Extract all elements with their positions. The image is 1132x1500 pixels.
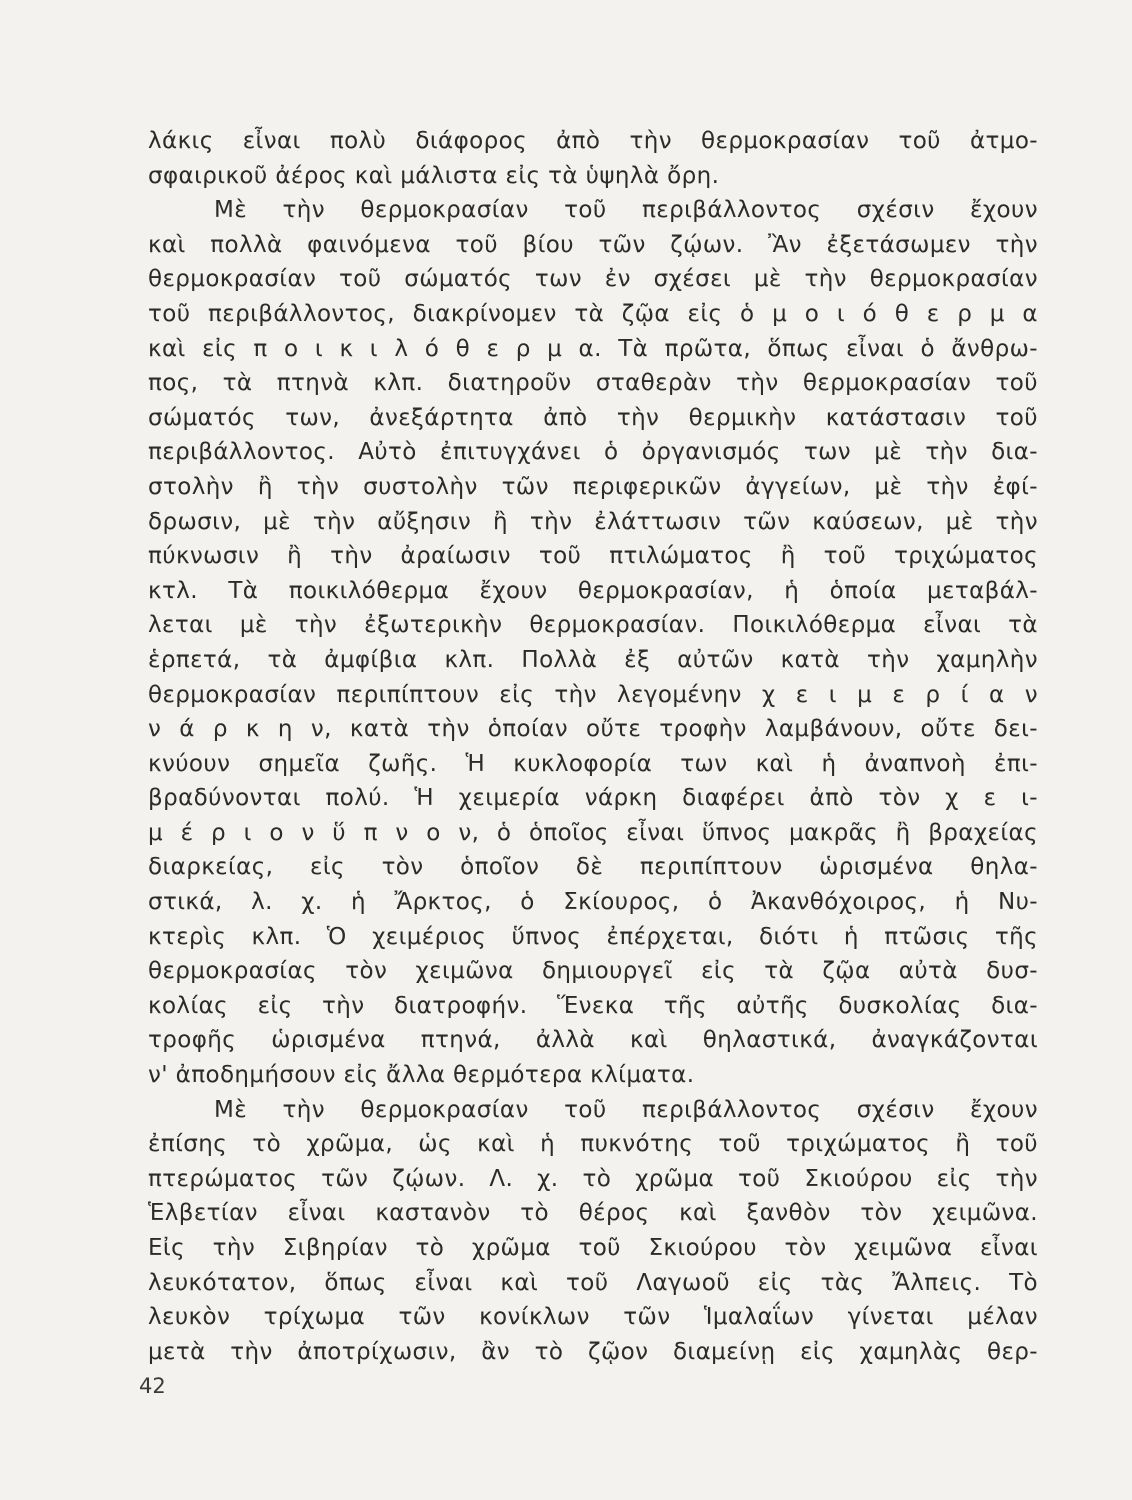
text-line: κνύουν σημεῖα ζωῆς. Ἡ κυκλοφορία των καὶ ἡ ἀναπνοὴ ἐπι- [148,750,1038,777]
text-line: λάκις εἶναι πολὺ διάφορος ἀπὸ τὴν θερμοκρασίαν τοῦ ἀτμο- [148,128,1038,154]
text-line: ν ά ρ κ η ν, κατὰ τὴν ὁποίαν οὔτε τροφὴν λαμβάνουν, οὔτε δει- [148,716,1038,743]
text-line: βραδύνονται πολύ. Ἡ χειμερία νάρκη διαφέρει ἀπὸ τὸν χ ε ι- [148,785,1038,812]
text-line: περιβάλλοντος. Αὐτὸ ἐπιτυγχάνει ὁ ὀργανισμός των μὲ τὴν δια- [148,439,1038,466]
text-line: καὶ πολλὰ φαινόμενα τοῦ βίου τῶν ζῴων. Ἂν ἐξετάσωμεν τὴν [148,231,1038,258]
text-line: λευκὸν τρίχωμα τῶν κονίκλων τῶν Ἱμαλαΐων γίνεται μέλαν [148,1304,1038,1331]
text-line: πος, τὰ πτηνὰ κλπ. διατηροῦν σταθερὰν τὴν θερμοκρασίαν τοῦ [148,370,1038,397]
text-line: σφαιρικοῦ ἀέρος καὶ μάλιστα εἰς τὰ ὑψηλὰ ὄρη. [148,162,720,189]
text-line: λευκότατον, ὅπως εἶναι καὶ τοῦ Λαγωοῦ εἰς τὰς Ἄλπεις. Τὸ [148,1269,1038,1296]
text-line: κτερὶς κλπ. Ὁ χειμέριος ὕπνος ἐπέρχεται, διότι ἡ πτῶσις τῆς [148,923,1038,950]
page-number: 42 [139,1374,166,1398]
text-line: δρωσιν, μὲ τὴν αὔξησιν ἢ τὴν ἐλάττωσιν τῶν καύσεων, μὲ τὴν [148,508,1038,535]
text-line: πύκνωσιν ἢ τὴν ἀραίωσιν τοῦ πτιλώματος ἢ τοῦ τριχώματος [148,543,1038,570]
text-line: ἑρπετά, τὰ ἀμφίβια κλπ. Πολλὰ ἐξ αὐτῶν κατὰ τὴν χαμηλὴν [148,646,1038,673]
text-line: πτερώματος τῶν ζῴων. Λ. χ. τὸ χρῶμα τοῦ Σκιούρου εἰς τὴν [148,1165,1038,1192]
text-line: ἐπίσης τὸ χρῶμα, ὡς καὶ ἡ πυκνότης τοῦ τριχώματος ἢ τοῦ [148,1131,1038,1158]
text-line: Εἰς τὴν Σιβηρίαν τὸ χρῶμα τοῦ Σκιούρου τὸν χειμῶνα εἶναι [148,1235,1038,1261]
text-line: Μὲ τὴν θερμοκρασίαν τοῦ περιβάλλοντος σχέσιν ἔχουν [214,1096,1038,1123]
text-line: θερμοκρασίαν τοῦ σώματός των ἐν σχέσει μὲ τὴν θερμοκρασίαν [148,266,1038,293]
text-line: τοῦ περιβάλλοντος, διακρίνομεν τὰ ζῷα εἰς ὁ μ ο ι ό θ ε ρ μ α [148,300,1038,327]
text-line: κτλ. Τὰ ποικιλόθερμα ἔχουν θερμοκρασίαν, ἡ ὁποία μεταβάλ- [148,577,1038,604]
text-line: Μὲ τὴν θερμοκρασίαν τοῦ περιβάλλοντος σχέσιν ἔχουν [214,197,1038,224]
text-line: στικά, λ. χ. ἡ Ἄρκτος, ὁ Σκίουρος, ὁ Ἀκανθόχοιρος, ἡ Νυ- [148,889,1038,916]
text-line: στολὴν ἢ τὴν συστολὴν τῶν περιφερικῶν ἀγγείων, μὲ τὴν ἐφί- [148,473,1038,500]
text-line: λεται μὲ τὴν ἐξωτερικὴν θερμοκρασίαν. Ποικιλόθερμα εἶναι τὰ [148,612,1038,639]
text-line: καὶ εἰς π ο ι κ ι λ ό θ ε ρ μ α. Τὰ πρῶτα, ὅπως εἶναι ὁ ἄνθρω- [148,335,1038,362]
body-text [148,124,1038,1369]
text-line: κολίας εἰς τὴν διατροφήν. Ἕνεκα τῆς αὐτῆς δυσκολίας δια- [148,992,1038,1019]
text-line: θερμοκρασίας τὸν χειμῶνα δημιουργεῖ εἰς τὰ ζῷα αὐτὰ δυσ- [148,958,1038,985]
text-line: θερμοκρασίαν περιπίπτουν εἰς τὴν λεγομένην χ ε ι μ ε ρ ί α ν [148,681,1038,708]
text-line: μ έ ρ ι ο ν ὕ π ν ο ν, ὁ ὁποῖος εἶναι ὕπνος μακρᾶς ἢ βραχείας [148,819,1038,846]
text-line: διαρκείας, εἰς τὸν ὁποῖον δὲ περιπίπτουν ὡρισμένα θηλα- [148,854,1038,881]
text-line: μετὰ τὴν ἀποτρίχωσιν, ἂν τὸ ζῷον διαμείνῃ εἰς χαμηλὰς θερ- [148,1338,1038,1365]
text-line: ν' ἀποδημήσουν εἰς ἄλλα θερμότερα κλίματα. [148,1062,695,1089]
text-line: τροφῆς ὡρισμένα πτηνά, ἀλλὰ καὶ θηλαστικά, ἀναγκάζονται [148,1027,1038,1054]
text-line: σώματός των, ἀνεξάρτητα ἀπὸ τὴν θερμικὴν κατάστασιν τοῦ [148,404,1038,431]
text-line: Ἑλβετίαν εἶναι καστανὸν τὸ θέρος καὶ ξανθὸν τὸν χειμῶνα. [148,1200,1038,1227]
